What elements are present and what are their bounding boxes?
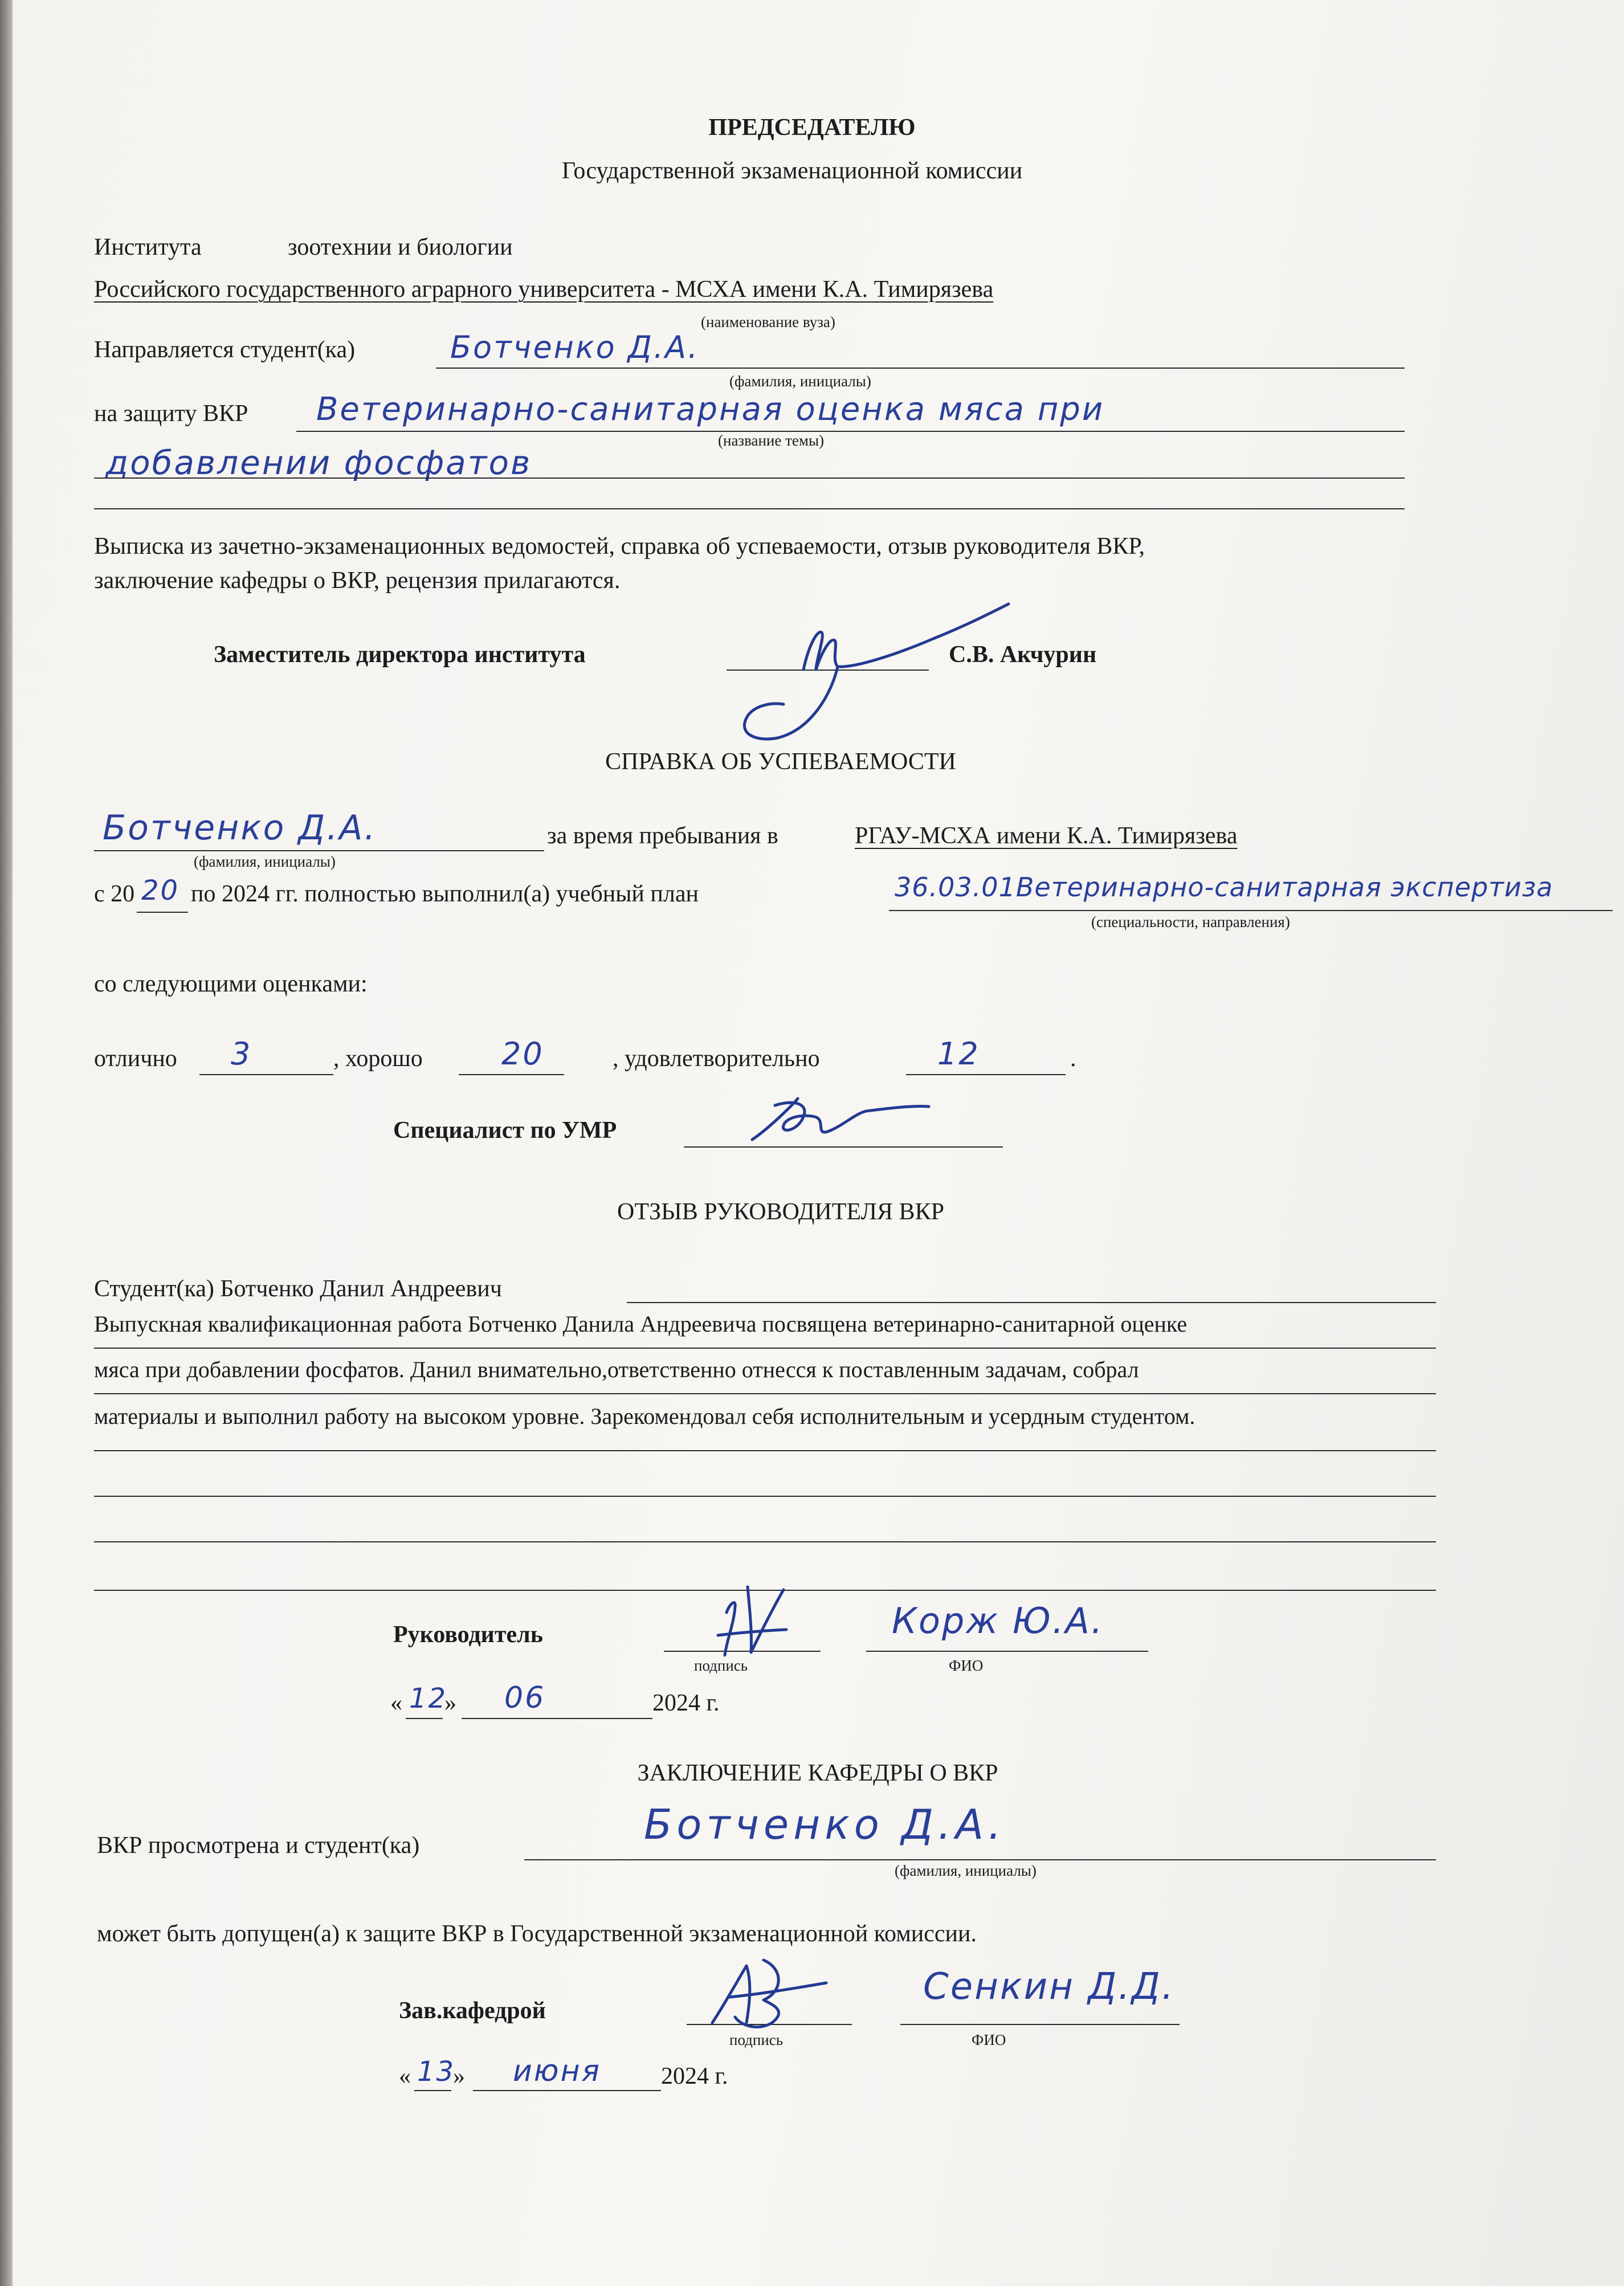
conclusion-date-year: 2024 г. xyxy=(661,2063,728,2089)
performance-name-handwritten: Ботченко Д.А. xyxy=(103,808,377,848)
topic-label: на защиту ВКР xyxy=(94,401,248,427)
head-fio-caption: ФИО xyxy=(972,2031,1006,2048)
head-label: Зав.кафедрой xyxy=(399,1998,546,2024)
specialist-signature xyxy=(729,1088,935,1151)
performance-name-line xyxy=(94,850,544,851)
review-text-1: Выпускная квалификационная работа Ботченко Данила Андреевича посвящена ветеринарно-санитарной оценке xyxy=(94,1311,1188,1337)
during-text: за время пребывания в xyxy=(547,823,778,849)
attachments-text-2: заключение кафедры о ВКР, рецензия прилагаются. xyxy=(94,568,621,594)
grades-intro: со следующими оценками: xyxy=(94,971,368,997)
conclusion-date-open: « xyxy=(399,2063,411,2089)
head-signature xyxy=(689,1949,860,2034)
student-name-handwritten: Ботченко Д.А. xyxy=(450,329,700,365)
good-count-handwritten: 20 xyxy=(501,1036,544,1072)
review-line-2 xyxy=(94,1393,1436,1394)
review-student-underline xyxy=(627,1302,1436,1303)
conclusion-date-day-line xyxy=(414,2090,451,2091)
supervisor-label: Руководитель xyxy=(393,1622,543,1648)
deputy-director-label: Заместитель директора института xyxy=(214,642,586,668)
satisfactory-label: , удовлетворительно xyxy=(613,1046,820,1072)
student-caption: (фамилия, инициалы) xyxy=(729,373,871,390)
specialty-caption: (специальности, направления) xyxy=(1091,913,1290,930)
specialist-label: Специалист по УМР xyxy=(393,1117,617,1144)
conclusion-date-month-handwritten: июня xyxy=(513,2054,601,2088)
supervisor-signature xyxy=(695,1578,809,1664)
topic-line-3 xyxy=(94,508,1405,509)
review-date-day-handwritten: 12 xyxy=(409,1683,448,1714)
review-text-3: материалы и выполнил работу на высоком уровне. Зарекомендовал себя исполнительным и усердным студентом. xyxy=(94,1403,1195,1429)
period-prefix: с 20 xyxy=(94,881,135,907)
review-student-line: Студент(ка) Ботченко Данил Андреевич xyxy=(94,1276,502,1302)
supervisor-fio-handwritten: Корж Ю.А. xyxy=(892,1600,1104,1642)
supervisor-signature-caption: подпись xyxy=(694,1657,748,1674)
university-caption: (наименование вуза) xyxy=(701,313,835,330)
period-text: по 2024 гг. полностью выполнил(а) учебный план xyxy=(191,881,699,907)
supervisor-fio-line xyxy=(866,1651,1148,1652)
university-name: Российского государственного аграрного университета - МСХА имени К.А. Тимирязева xyxy=(94,276,994,303)
admitted-text: может быть допущен(а) к защите ВКР в Государственной экзаменационной комиссии. xyxy=(97,1921,977,1947)
good-label: , хорошо xyxy=(333,1046,423,1072)
binding-edge xyxy=(0,0,13,2286)
period-start-line xyxy=(137,912,188,913)
excellent-count-handwritten: 3 xyxy=(231,1036,252,1072)
conclusion-date-close: » xyxy=(453,2063,465,2089)
topic-line-1 xyxy=(296,431,1405,432)
conclusion-student-line xyxy=(524,1859,1436,1860)
review-date-open: « xyxy=(390,1690,402,1716)
excellent-label: отлично xyxy=(94,1046,177,1072)
excellent-line xyxy=(199,1074,333,1075)
topic-line-2 xyxy=(94,477,1405,479)
satisfactory-count-handwritten: 12 xyxy=(937,1036,980,1072)
conclusion-student-caption: (фамилия, инициалы) xyxy=(895,1862,1037,1879)
review-date-close: » xyxy=(444,1690,456,1716)
conclusion-date-month-line xyxy=(473,2090,661,2091)
commission-title: Государственной экзаменационной комиссии xyxy=(561,158,1023,184)
satisfactory-line xyxy=(906,1074,1066,1075)
university-short: РГАУ-МСХА имени К.А. Тимирязева xyxy=(855,823,1238,849)
reviewed-label: ВКР просмотрена и студент(ка) xyxy=(97,1832,420,1859)
grades-end-dot: . xyxy=(1070,1046,1076,1072)
review-line-1 xyxy=(94,1348,1436,1349)
topic-handwritten-line1: Ветеринарно-санитарная оценка мяса при xyxy=(316,391,1105,428)
review-line-4 xyxy=(94,1496,1436,1497)
review-date-year: 2024 г. xyxy=(652,1690,720,1716)
conclusion-title: ЗАКЛЮЧЕНИЕ КАФЕДРЫ О ВКР xyxy=(637,1760,998,1786)
specialty-handwritten: 36.03.01Ветеринарно-санитарная экспертиза xyxy=(895,872,1553,903)
review-date-month-handwritten: 06 xyxy=(504,1681,546,1715)
review-text-2: мяса при добавлении фосфатов. Данил внимательно,ответственно отнесся к поставленным задачам, собрал xyxy=(94,1357,1139,1382)
performance-title: СПРАВКА ОБ УСПЕВАЕМОСТИ xyxy=(605,749,956,775)
deputy-director-name: С.В. Акчурин xyxy=(949,642,1097,668)
institute-label: Института xyxy=(94,234,202,260)
review-date-month-line xyxy=(462,1718,652,1719)
head-fio-line xyxy=(900,2024,1180,2025)
institute-name: зоотехнии и биологии xyxy=(288,234,513,260)
head-signature-caption: подпись xyxy=(729,2031,784,2048)
period-start-handwritten: 20 xyxy=(141,875,180,907)
good-line xyxy=(459,1074,564,1075)
review-title: ОТЗЫВ РУКОВОДИТЕЛЯ ВКР xyxy=(617,1199,944,1225)
attachments-text-1: Выписка из зачетно-экзаменационных ведомостей, справка об успеваемости, отзыв руководителя ВКР, xyxy=(94,533,1145,560)
performance-name-caption: (фамилия, инициалы) xyxy=(194,853,336,870)
review-line-5 xyxy=(94,1541,1436,1542)
specialty-line xyxy=(889,910,1613,911)
student-label: Направляется студент(ка) xyxy=(94,337,356,363)
conclusion-date-day-handwritten: 13 xyxy=(417,2056,456,2088)
topic-handwritten-line2: добавлении фосфатов xyxy=(105,443,532,482)
supervisor-fio-caption: ФИО xyxy=(949,1657,984,1674)
student-name-line xyxy=(436,368,1405,369)
topic-caption: (название темы) xyxy=(718,432,825,449)
addressee-heading: ПРЕДСЕДАТЕЛЮ xyxy=(708,115,916,141)
review-date-day-line xyxy=(406,1718,443,1719)
conclusion-student-handwritten: Ботченко Д.А. xyxy=(644,1801,1006,1848)
head-fio-handwritten: Сенкин Д.Д. xyxy=(923,1966,1176,2008)
review-line-3 xyxy=(94,1450,1436,1451)
